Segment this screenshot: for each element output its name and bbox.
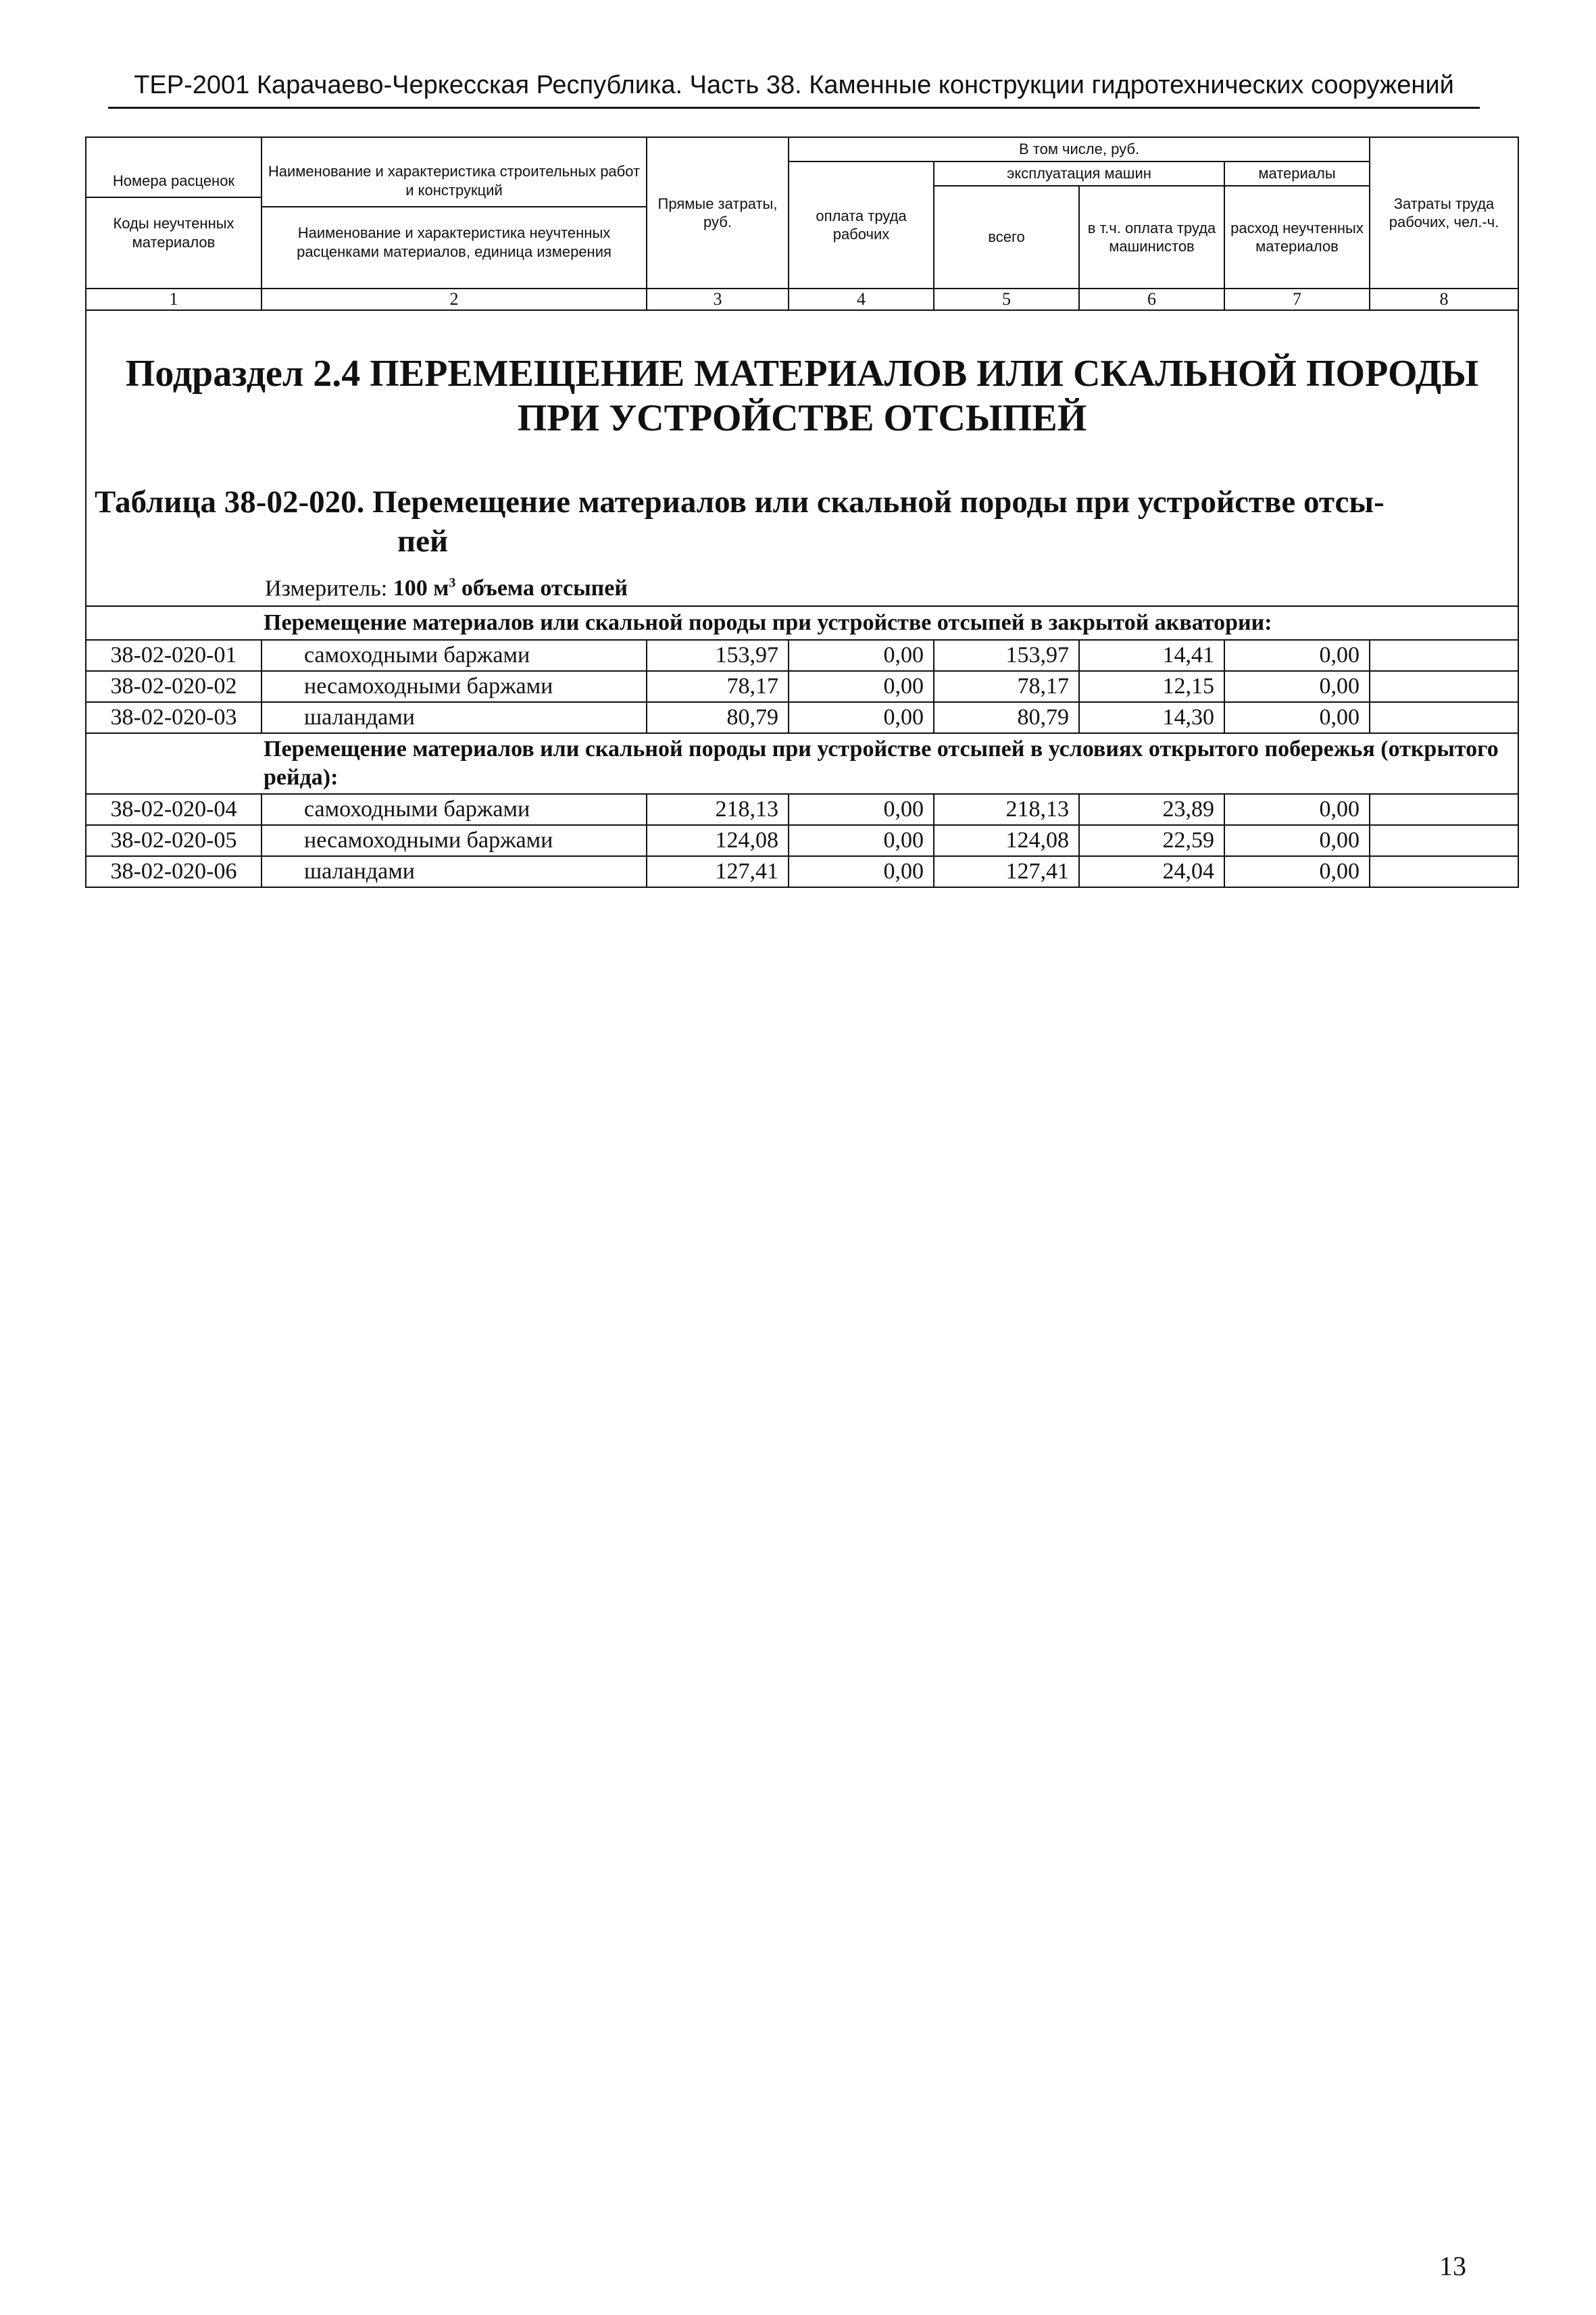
table-row [86,702,1518,733]
labor-pay: 0,00 [789,825,934,856]
labor-hours [1370,856,1518,887]
header-work-name: Наименование и характеристика строительных работ и конструкций [262,158,646,207]
table-row [86,856,1518,887]
table-row [86,640,1518,671]
header-direct-costs: Прямые затраты, руб. [647,137,789,289]
column-number: 1 [86,289,261,310]
column-number: 8 [1370,289,1518,310]
labor-hours [1370,702,1518,733]
direct-costs: 127,41 [647,856,789,887]
header-labor-pay: оплата труда рабочих [789,161,934,289]
group-title-row [86,606,1518,640]
header-material-name: Наименование и характеристика неучтенных расценками материалов, единица измерения [297,224,612,260]
rates-table [85,136,1519,888]
rate-code: 38-02-020-06 [86,856,261,887]
operators-pay: 22,59 [1079,825,1224,856]
work-name: несамоходными баржами [261,671,647,702]
machines-total: 78,17 [934,671,1079,702]
materials-usage: 0,00 [1224,794,1370,825]
table-title-line2: пей [397,524,449,559]
direct-costs: 80,79 [647,702,789,733]
table-row [86,825,1518,856]
rate-code: 38-02-020-02 [86,671,261,702]
materials-usage: 0,00 [1224,825,1370,856]
operators-pay: 14,30 [1079,702,1224,733]
header-labor-hours: Затраты труда рабочих, чел.-ч. [1370,137,1518,289]
header-rule [108,107,1480,109]
direct-costs: 153,97 [647,640,789,671]
labor-hours [1370,794,1518,825]
machines-total: 218,13 [934,794,1079,825]
measure-value: 100 $м^3$ объема отсыпей [393,576,628,601]
column-numbers-row [86,289,1518,310]
rate-code: 38-02-020-05 [86,825,261,856]
rate-code: 38-02-020-03 [86,702,261,733]
header-materials-usage: расход неучтенных материалов [1224,186,1370,289]
direct-costs: 218,13 [647,794,789,825]
labor-pay: 0,00 [789,640,934,671]
table-row [86,794,1518,825]
column-number: 7 [1224,289,1370,310]
header-material-codes: Коды неучтенных материалов [113,215,234,251]
section-title-row [86,310,1518,606]
column-number: 6 [1079,289,1224,310]
rate-code: 38-02-020-01 [86,640,261,671]
labor-hours [1370,825,1518,856]
table-title-line1: Таблица 38-02-020. Перемещение материалов или скальной породы при устройстве отсы- [95,484,1385,520]
labor-pay: 0,00 [789,671,934,702]
direct-costs: 124,08 [647,825,789,856]
header-machines-total: всего [934,186,1079,289]
materials-usage: 0,00 [1224,856,1370,887]
work-name: несамоходными баржами [261,825,647,856]
column-number: 4 [789,289,934,310]
header-including: В том числе, руб. [789,137,1370,161]
header-operators-pay: в т.ч. оплата труда машинистов [1079,186,1224,289]
labor-pay: 0,00 [789,702,934,733]
labor-hours [1370,671,1518,702]
column-number: 2 [261,289,647,310]
operators-pay: 23,89 [1079,794,1224,825]
measure-line [265,576,1518,601]
measure-label: Измеритель: [265,576,388,601]
labor-pay: 0,00 [789,856,934,887]
header-materials: материалы [1224,161,1370,186]
rate-code: 38-02-020-04 [86,794,261,825]
group-title-row [86,733,1518,794]
header-machines: эксплуатация машин [934,161,1224,186]
machines-total: 153,97 [934,640,1079,671]
direct-costs: 78,17 [647,671,789,702]
table-row [86,671,1518,702]
group-title: Перемещение материалов или скальной породы при устройстве отсыпей в закрытой акватории: [86,606,1518,640]
column-number: 5 [934,289,1079,310]
work-name: шаландами [261,702,647,733]
header-rate-numbers: Номера расценок [86,168,261,199]
labor-pay: 0,00 [789,794,934,825]
operators-pay: 12,15 [1079,671,1224,702]
header-col1 [86,137,261,289]
header-row-1 [86,137,1518,161]
header-col2 [261,137,647,289]
running-header: ТЕР-2001 Карачаево-Черкесская Республика. Часть 38. Каменные конструкции гидротехнических сооружений [134,71,1454,99]
work-name: шаландами [261,856,647,887]
materials-usage: 0,00 [1224,702,1370,733]
materials-usage: 0,00 [1224,640,1370,671]
group-title: Перемещение материалов или скальной породы при устройстве отсыпей в условиях открытого побережья (открытого рейда): [86,733,1518,794]
machines-total: 124,08 [934,825,1079,856]
machines-total: 80,79 [934,702,1079,733]
labor-hours [1370,640,1518,671]
section-title-cell [86,310,1518,606]
table-title [95,482,1504,561]
work-name: самоходными баржами [261,794,647,825]
operators-pay: 14,41 [1079,640,1224,671]
work-name: самоходными баржами [261,640,647,671]
machines-total: 127,41 [934,856,1079,887]
subsection-title: Подраздел 2.4 ПЕРЕМЕЩЕНИЕ МАТЕРИАЛОВ ИЛИ СКАЛЬНОЙ ПОРОДЫ ПРИ УСТРОЙСТВЕ ОТСЫПЕЙ [125,353,1479,439]
materials-usage: 0,00 [1224,671,1370,702]
operators-pay: 24,04 [1079,856,1224,887]
page-number: 13 [1439,2251,1466,2281]
column-number: 3 [647,289,789,310]
